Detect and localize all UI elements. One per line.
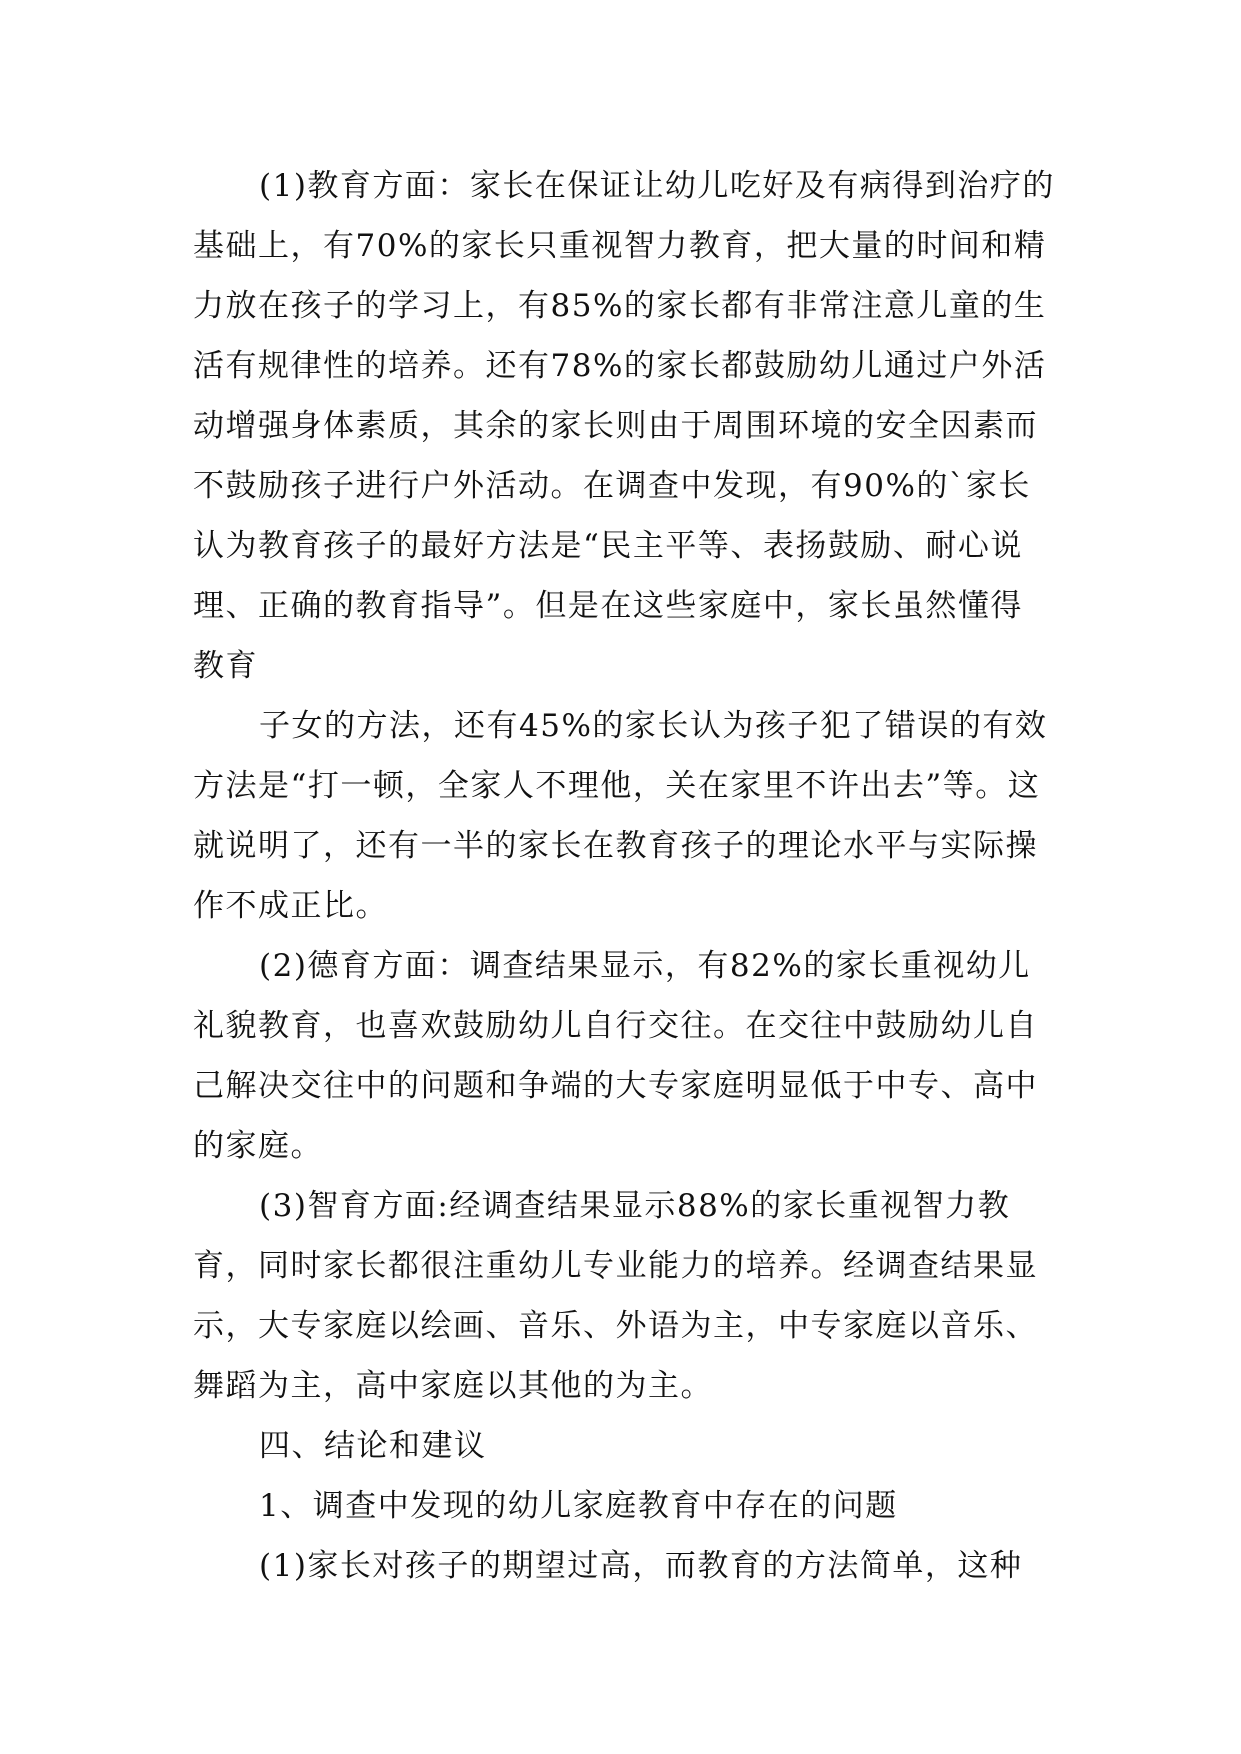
paragraph-education-continued: 教育: [193, 648, 258, 684]
paragraph-expectations: (1)家长对孩子的期望过高，而教育的方法简单，这种: [259, 1548, 1023, 1584]
subsection-heading-problems: 1、调查中发现的幼儿家庭教育中存在的问题: [259, 1488, 898, 1524]
paragraph-methods: 子女的方法，还有45%的家长认为孩子犯了错误的有效方法是“打一顿，全家人不理他，关在家里不许出去”等。这就说明了，还有一半的家长在教育孩子的理论水平与实际操作不成正比。: [193, 708, 1048, 924]
document-body: [193, 156, 1063, 1596]
paragraph-education: (1)教育方面：家长在保证让幼儿吃好及有病得到治疗的基础上，有70%的家长只重视智力教育，把大量的时间和精力放在孩子的学习上，有85%的家长都有非常注意儿童的生活有规律性的培养。还有78%的家长都鼓励幼儿通过户外活动增强身体素质，其余的家长则由于周围环境的安全因素而不鼓励孩子进行户外活动。在调查中发现，有90%的`家长认为教育孩子的最好方法是“民主平等、表扬鼓励、耐心说理、正确的教育指导”。但是在这些家庭中，家长虽然懂得: [193, 168, 1055, 624]
paragraph-intellectual-education: (3)智育方面:经调查结果显示88%的家长重视智力教育，同时家长都很注重幼儿专业能力的培养。经调查结果显示，大专家庭以绘画、音乐、外语为主，中专家庭以音乐、舞蹈为主，高中家庭以其他的为主。: [193, 1188, 1038, 1404]
paragraph-moral-education: (2)德育方面：调查结果显示，有82%的家长重视幼儿礼貌教育，也喜欢鼓励幼儿自行交往。在交往中鼓励幼儿自己解决交往中的问题和争端的大专家庭明显低于中专、高中的家庭。: [193, 948, 1038, 1164]
section-heading-conclusions: 四、结论和建议: [259, 1428, 487, 1464]
